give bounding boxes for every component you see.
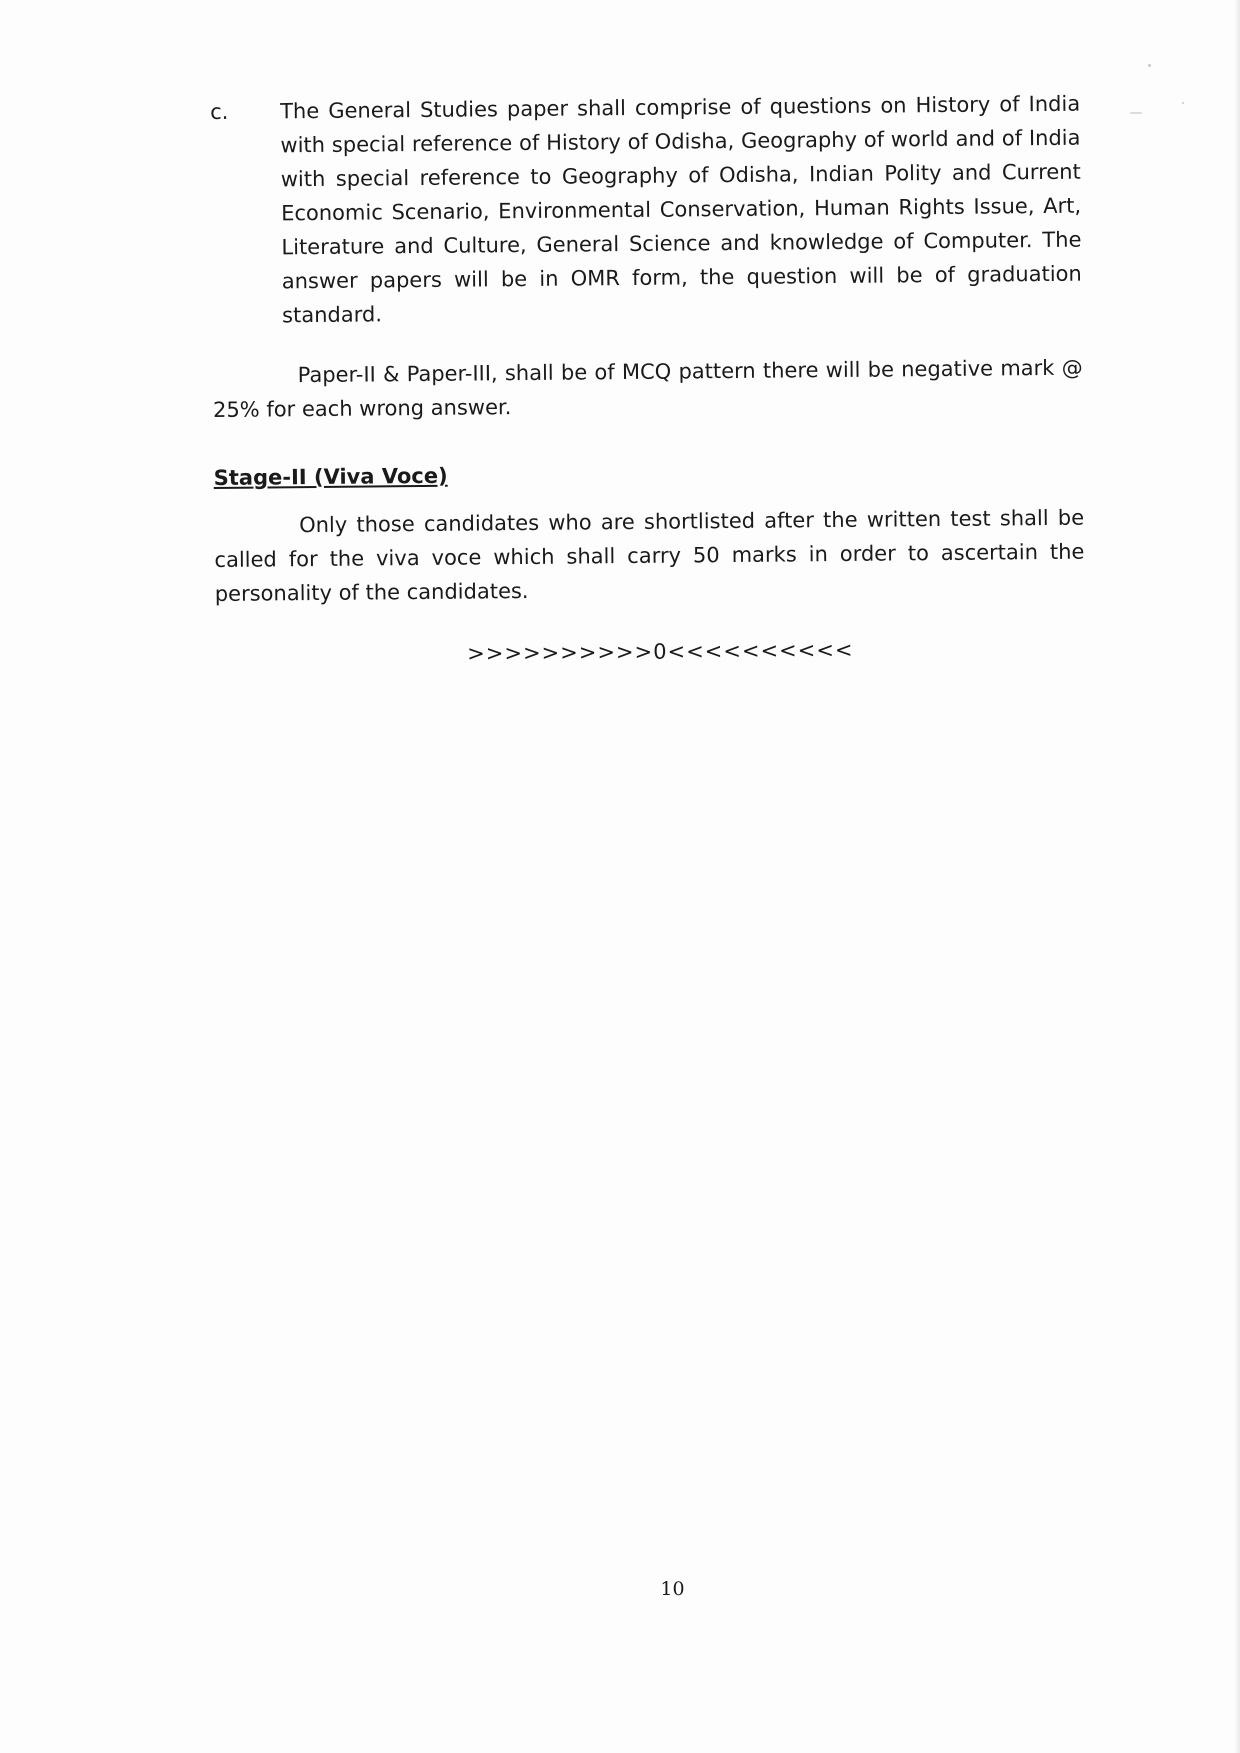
end-of-section-marker: >>>>>>>>>>0<<<<<<<<<< bbox=[467, 637, 854, 666]
list-item-c bbox=[210, 87, 1082, 333]
scan-speck bbox=[1130, 112, 1142, 114]
page-edge-shadow bbox=[1234, 0, 1240, 1753]
page-number: 10 bbox=[660, 1578, 685, 1600]
document-body bbox=[210, 87, 1086, 673]
scan-speck bbox=[1148, 64, 1151, 67]
list-marker: c. bbox=[210, 99, 229, 124]
viva-voce-paragraph: Only those candidates who are shortlisted after the written test shall be called for the viva voce which shall carry 50 marks in order to ascertain the personality of the candidates. bbox=[214, 505, 1085, 606]
general-studies-paragraph: The General Studies paper shall comprise of questions on History of India with special reference of History of Odisha, Geography of world and of India with special reference to Geography of Odisha, Indian Polity and Current Economic Scenario, Environmental Conservation, Human Rights Issue, Art, Literature and Culture, General Science and knowledge of Computer. The answer papers will be in OMR form, the question will be of graduation standard. bbox=[280, 91, 1082, 328]
stage-ii-heading: Stage-II (Viva Voce) bbox=[213, 463, 448, 490]
negative-mark-paragraph: Paper-II & Paper-III, shall be of MCQ pattern there will be negative mark @ 25% for each wrong answer. bbox=[212, 355, 1083, 422]
scan-speck bbox=[1182, 102, 1184, 104]
